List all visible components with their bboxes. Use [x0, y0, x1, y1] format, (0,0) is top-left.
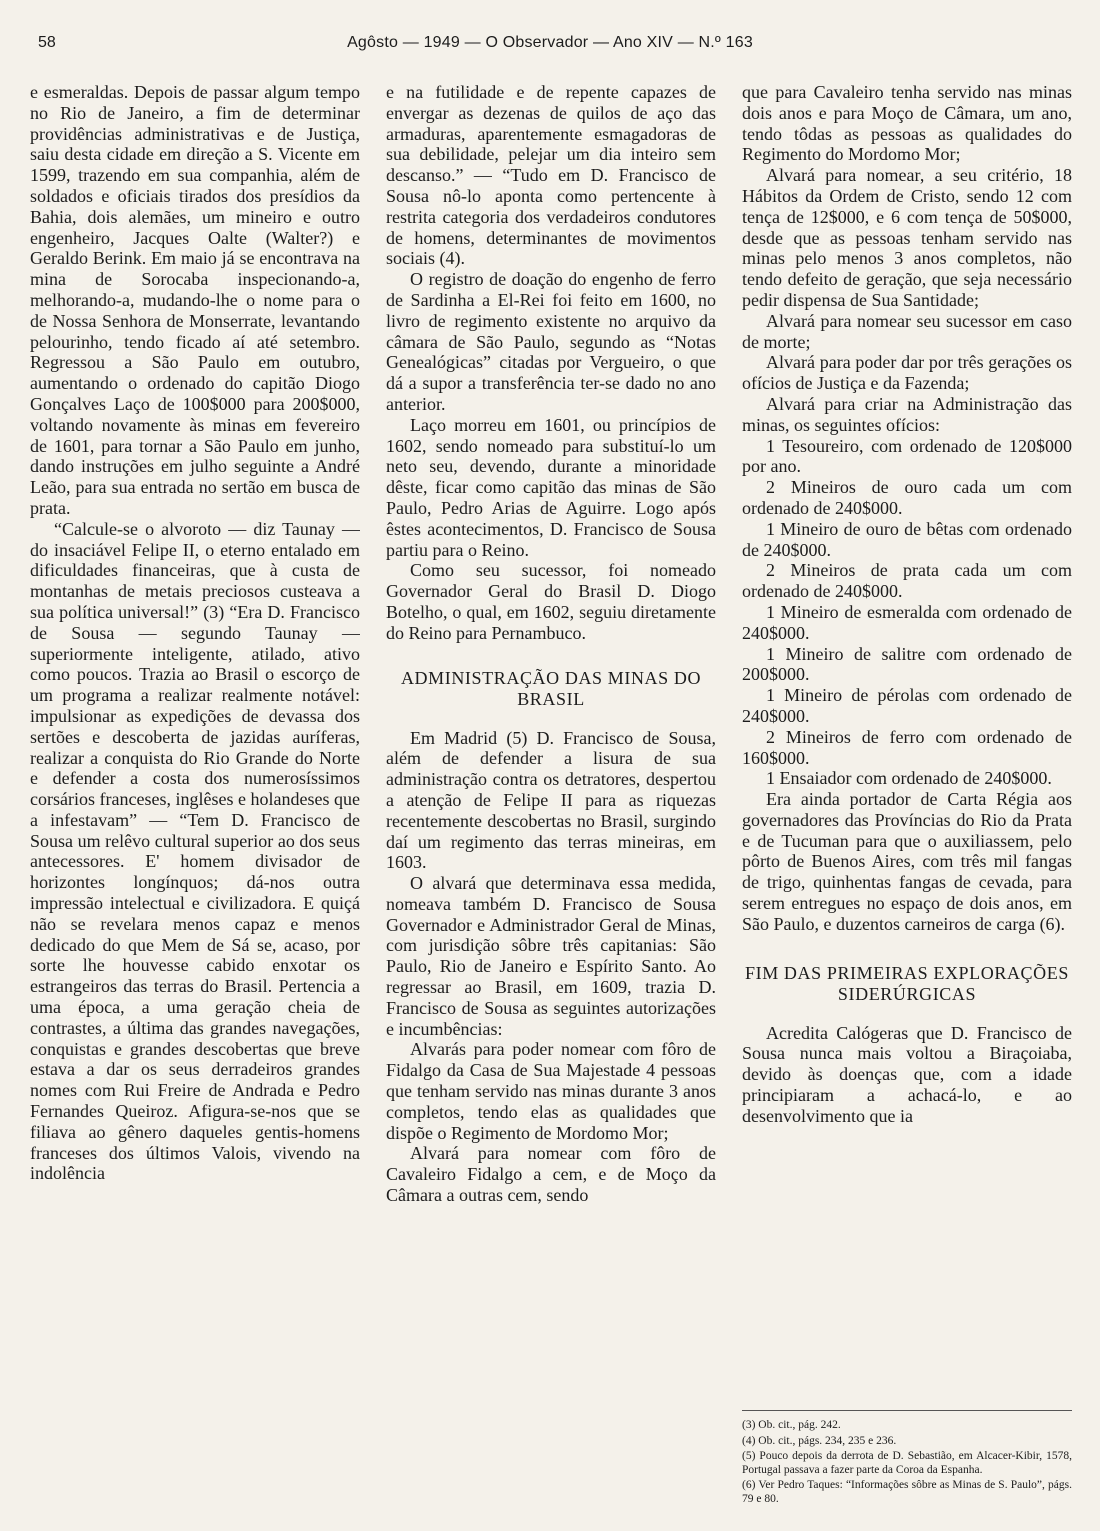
list-item: 1 Mineiro de esmeralda com ordenado de 240$000. [742, 601, 1072, 643]
footnote: (3) Ob. cit., pág. 242. [742, 1419, 841, 1431]
paragraph: e esmeraldas. Depois de passar algum tempo no Rio de Janeiro, a fim de determinar providências administrativas e de Justiça, saiu desta cidade em direção a S. Vicente em 1599, trazendo em sua companhia, além de soldados e oficiais tirados dos presídios da Bahia, dois alemães, um mineiro e outro engenheiro, Jacques Oalte (Walter?) e Geraldo Berink. Em maio já se encontrava na mina de Sorocaba inspecionando-a, melhorando-a, mudando-lhe o nome para o de Nossa Senhora de Monserrate, levantando pelourinho, tendo ficado aí até setembro. Regressou a São Paulo em outubro, aumentando o ordenado do capitão Diogo Gonçalves Laço de 100$000 para 200$000, voltando novamente às minas em fevereiro de 1601, para tornar a São Paulo em junho, dando instruções em julho seguinte a André Leão, para sua entrada no sertão em busca de prata. [30, 82, 360, 518]
column-1 [30, 82, 360, 1512]
paragraph: e na futilidade e de repente capazes de envergar as dezenas de quilos de aço das armaduras, aparentemente esmagadoras de sua debilidade, pelejar um dia inteiro sem descanso.” — “Tudo em D. Francisco de Sousa nô-lo aponta como pertencente à restrita categoria dos verdadeiros condutores de homens, determinantes de movimentos sociais (4). [386, 82, 716, 269]
paragraph: Alvarás para poder nomear com fôro de Fidalgo da Casa de Sua Majestade 4 pessoas que tenham servido nas minas durante 3 anos completos, tendo elas as qualidades que dispõe o Regimento de Mordomo Mor; [386, 1039, 716, 1143]
list-item: 2 Mineiros de ouro cada um com ordenado de 240$000. [742, 477, 1072, 518]
paragraph: Laço morreu em 1601, ou princípios de 1602, sendo nomeado para substituí-lo um neto seu, devendo, durante a minoridade dêste, ficar como capitão das minas de São Paulo, Pedro Arias de Aguirre. Logo após êstes acontecimentos, D. Francisco de Sousa partiu para o Reino. [386, 414, 716, 560]
list-item: 2 Mineiros de ferro com ordenado de 160$000. [742, 726, 1072, 768]
footnote: (5) Pouco depois da derrota de D. Sebastião, em Alcacer-Kibir, 1578, Portugal passava a fazer parte da Coroa da Espanha. [742, 1450, 1072, 1476]
footnote: (6) Ver Pedro Taques: “Informações sôbre as Minas de S. Paulo”, págs. 79 e 80. [742, 1479, 1072, 1505]
paragraph: Alvará para poder dar por três gerações os ofícios de Justiça e da Fazenda; [742, 352, 1072, 394]
list-item: 1 Mineiro de salitre com ordenado de 200$000. [742, 643, 1072, 685]
paragraph: O registro de doação do engenho de ferro de Sardinha a El-Rei foi feito em 1600, no livro de regimento existente no arquivo da câmara de São Paulo, segundo as “Notas Genealógicas” citadas por Vergueiro, o que dá a supor a transferência ter-se dado no ano anterior. [386, 269, 716, 414]
page-number: 58 [38, 34, 56, 51]
footnotes [742, 1410, 1072, 1508]
list-item: 1 Ensaiador com ordenado de 240$000. [766, 768, 1052, 789]
paragraph: Como seu sucessor, foi nomeado Governador Geral do Brasil D. Diogo Botelho, o qual, em 1602, seguiu diretamente do Reino para Pernambuco. [386, 560, 716, 643]
paragraph: que para Cavaleiro tenha servido nas minas dois anos e para Moço de Câmara, um ano, tendo tôdas as pessoas as qualidades do Regimento do Mordomo Mor; [742, 82, 1072, 165]
column-3 [742, 82, 1072, 1512]
page-header [0, 34, 1100, 62]
paragraph: Acredita Calógeras que D. Francisco de Sousa nunca mais voltou a Biraçoiaba, devido às doenças que, com a idade principiaram a achacá-lo, e ao desenvolvimento que ia [742, 1022, 1072, 1126]
section-heading: ADMINISTRAÇÃO DAS MINAS DO BRASIL [400, 667, 702, 709]
footnote: (4) Ob. cit., págs. 234, 235 e 236. [742, 1434, 897, 1447]
column-2 [386, 82, 716, 1512]
paragraph: Alvará para nomear, a seu critério, 18 Hábitos da Ordem de Cristo, sendo 12 com tença de 12$000, e 6 com tença de 50$000, desde que as pessoas tenham servido nas minas pelo menos 3 anos completos, não tendo defeito de geração, que seja necessário pedir dispensa de Sua Santidade; [742, 165, 1072, 310]
paragraph: O alvará que determinava essa medida, nomeava também D. Francisco de Sousa Governador e Administrador Geral de Minas, com jurisdição sôbre três capitanias: São Paulo, Rio de Janeiro e Espírito Santo. Ao regressar ao Brasil, em 1609, trazia D. Francisco de Sousa as seguintes autorizações e incumbências: [386, 873, 716, 1039]
list-item: 1 Mineiro de ouro de bêtas com ordenado de 240$000. [742, 518, 1072, 560]
paragraph: Alvará para nomear com fôro de Cavaleiro Fidalgo a cem, e de Moço da Câmara a outras cem, sendo [386, 1143, 716, 1206]
list-item: 2 Mineiros de prata cada um com ordenado de 240$000. [742, 560, 1072, 602]
running-head: Agôsto — 1949 — O Observador — Ano XIV — N.º 163 [347, 34, 753, 51]
paragraph: “Calcule-se o alvoroto — diz Taunay — do insaciável Felipe II, o eterno entalado em dificuldades financeiras, que à custa de montanhas de metais preciosos custeava a sua política universal!” (3) “Era D. Francisco de Sousa — segundo Taunay — superiormente inteligente, atilado, ativo como poucos. Trazia ao Brasil o escorço de um programa a realizar realmente notável: impulsionar as expedições de devassa dos sertões e descoberta de jazidas auríferas, realizar a conquista do Rio Grande do Norte e defender a costa dos numerosíssimos corsários franceses, inglêses e holandeses que a infestavam” — “Tem D. Francisco de Sousa um relêvo cultural superior ao dos seus antecessores. E' homem divisador de horizontes longínquos; dá-nos outra impressão intelectual e civilizadora. E quiçá não se revelara menos capaz e menos dedicado do que Mem de Sá se, acaso, por sorte lhe houvesse cabido enxotar os estrangeiros das terras do Brasil. Pertencia a uma época, a uma geração cheia de contrastes, a última das grandes navegações, conquistas e grandes descobertas que breve estava a dar os seus derradeiros grandes nomes com Rui Freire de Andrada e Pedro Fernandes Queiroz. Afigura-se-nos que se filiava ao gênero daqueles gentis-homens franceses dos últimos Valois, vivendo na indolência [30, 518, 360, 1184]
section-heading: FIM DAS PRIMEIRAS EXPLORAÇÕES SIDERÚRGICAS [745, 962, 1069, 1004]
list-item: 1 Tesoureiro, com ordenado de 120$000 por ano. [742, 435, 1072, 477]
paragraph: Alvará para nomear seu sucessor em caso de morte; [742, 310, 1072, 352]
paragraph: Alvará para criar na Administração das minas, os seguintes ofícios: [742, 393, 1072, 435]
paragraph: Era ainda portador de Carta Régia aos governadores das Províncias do Rio da Prata e de Tucuman para que o auxiliassem, pelo pôrto de Buenos Aires, com três mil fangas de trigo, quinhentas fangas de cevada, para serem entregues no espaço de dois anos, em São Paulo, e duzentos carneiros de carga (6). [742, 789, 1072, 934]
list-item: 1 Mineiro de pérolas com ordenado de 240$000. [742, 685, 1072, 726]
paragraph: Em Madrid (5) D. Francisco de Sousa, além de defender a lisura de sua administração contra os detratores, despertou a atenção de Felipe II para as riquezas recentemente descobertas no Brasil, surgindo daí um regimento das terras mineiras, em 1603. [386, 727, 716, 873]
